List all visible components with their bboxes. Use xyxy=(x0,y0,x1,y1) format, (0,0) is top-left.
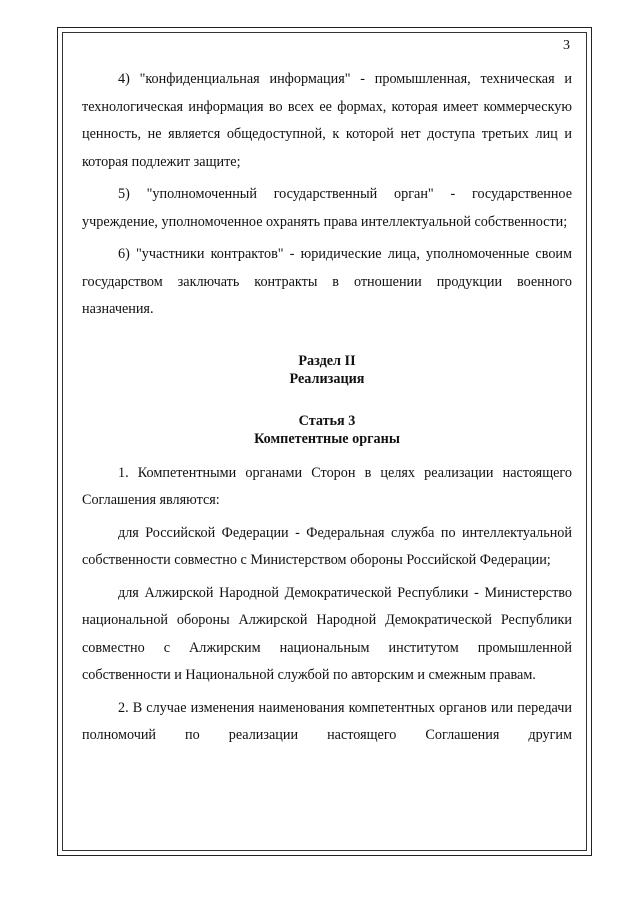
article-paragraph-1: 1. Компетентными органами Сторон в целях реализации настоящего Соглашения являются: xyxy=(82,464,572,508)
article-paragraph-algeria: для Алжирской Народной Демократической Республики - Министерство национальной обороны Алжирской Народной Демократической Республики совместно с Алжирским национальным институтом промышленной собственности и Национальной службой по авторским и смежным правам. xyxy=(82,584,572,683)
article-heading xyxy=(82,412,572,448)
article-paragraph-russia: для Российской Федерации - Федеральная служба по интеллектуальной собственности совместно с Министерством обороны Российской Федерации; xyxy=(82,524,572,568)
article-paragraph-2: 2. В случае изменения наименования компетентных органов или передачи полномочий по реализации настоящего Соглашения другим xyxy=(82,699,572,743)
document-body xyxy=(82,66,572,755)
section-number: Раздел II xyxy=(298,352,356,369)
article-number: Статья 3 xyxy=(298,412,356,429)
section-heading xyxy=(82,352,572,388)
definition-paragraph-4: 4) "конфиденциальная информация" - промышленная, техническая и технологическая информация во всех ее формах, которая имеет коммерческую ценность, не является общедоступной, к которой нет доступа третьих лиц и которая подлежит защите; xyxy=(82,71,572,170)
section-title: Реализация xyxy=(289,370,365,387)
article-title: Компетентные органы xyxy=(254,430,400,447)
page-number: 3 xyxy=(563,38,570,53)
definition-paragraph-6: 6) "участники контрактов" - юридические лица, уполномоченные своим государством заключать контракты в отношении продукции военного назначения. xyxy=(82,246,572,317)
definition-paragraph-5: 5) "уполномоченный государственный орган" - государственное учреждение, уполномоченное охранять права интеллектуальной собственности; xyxy=(82,186,572,230)
